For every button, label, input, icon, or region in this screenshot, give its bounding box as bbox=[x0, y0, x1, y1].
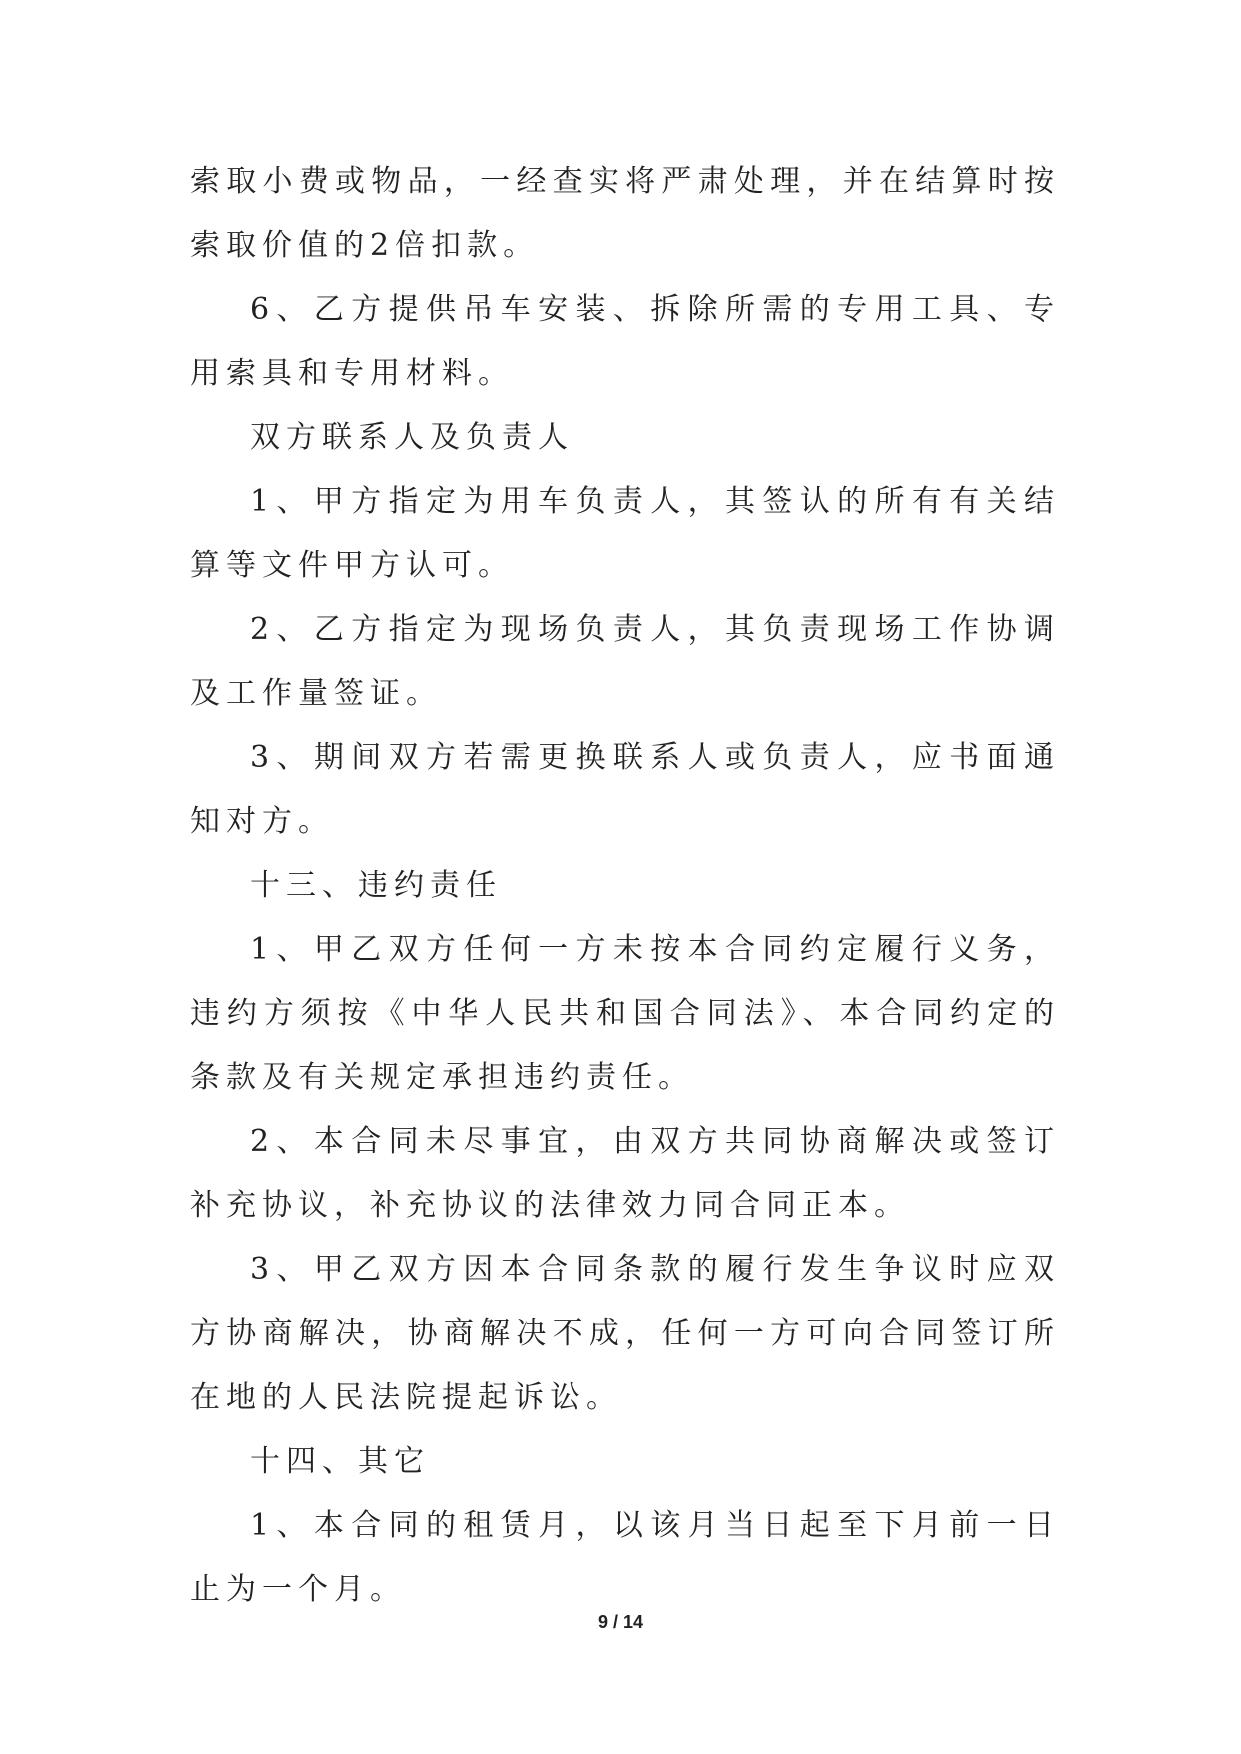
section-heading-breach: 十三、违约责任 bbox=[250, 868, 502, 903]
document-body bbox=[190, 150, 1060, 1622]
paragraph-6: 3、期间双方若需更换联系人或负责人，应书面通知对方。 bbox=[190, 740, 1060, 839]
page-number: 9 / 14 bbox=[597, 1612, 644, 1632]
paragraph-2: 6、乙方提供吊车安装、拆除所需的专用工具、专用索具和专用材料。 bbox=[190, 292, 1060, 391]
section-heading-contacts: 双方联系人及负责人 bbox=[250, 420, 574, 455]
paragraph-10: 3、甲乙双方因本合同条款的履行发生争议时应双方协商解决，协商解决不成，任何一方可向合同签订所在地的人民法院提起诉讼。 bbox=[190, 1252, 1060, 1415]
paragraph-1: 索取小费或物品，一经查实将严肃处理，并在结算时按索取价值的2倍扣款。 bbox=[190, 164, 1060, 263]
section-heading-other: 十四、其它 bbox=[250, 1444, 430, 1479]
paragraph-12: 1、本合同的租赁月，以该月当日起至下月前一日止为一个月。 bbox=[190, 1508, 1060, 1607]
paragraph-4: 1、甲方指定为用车负责人，其签认的所有有关结算等文件甲方认可。 bbox=[190, 484, 1060, 583]
paragraph-9: 2、本合同未尽事宜，由双方共同协商解决或签订补充协议，补充协议的法律效力同合同正本。 bbox=[190, 1124, 1060, 1223]
paragraph-8: 1、甲乙双方任何一方未按本合同约定履行义务，违约方须按《中华人民共和国合同法》、本合同约定的条款及有关规定承担违约责任。 bbox=[190, 932, 1060, 1095]
paragraph-5: 2、乙方指定为现场负责人，其负责现场工作协调及工作量签证。 bbox=[190, 612, 1060, 711]
